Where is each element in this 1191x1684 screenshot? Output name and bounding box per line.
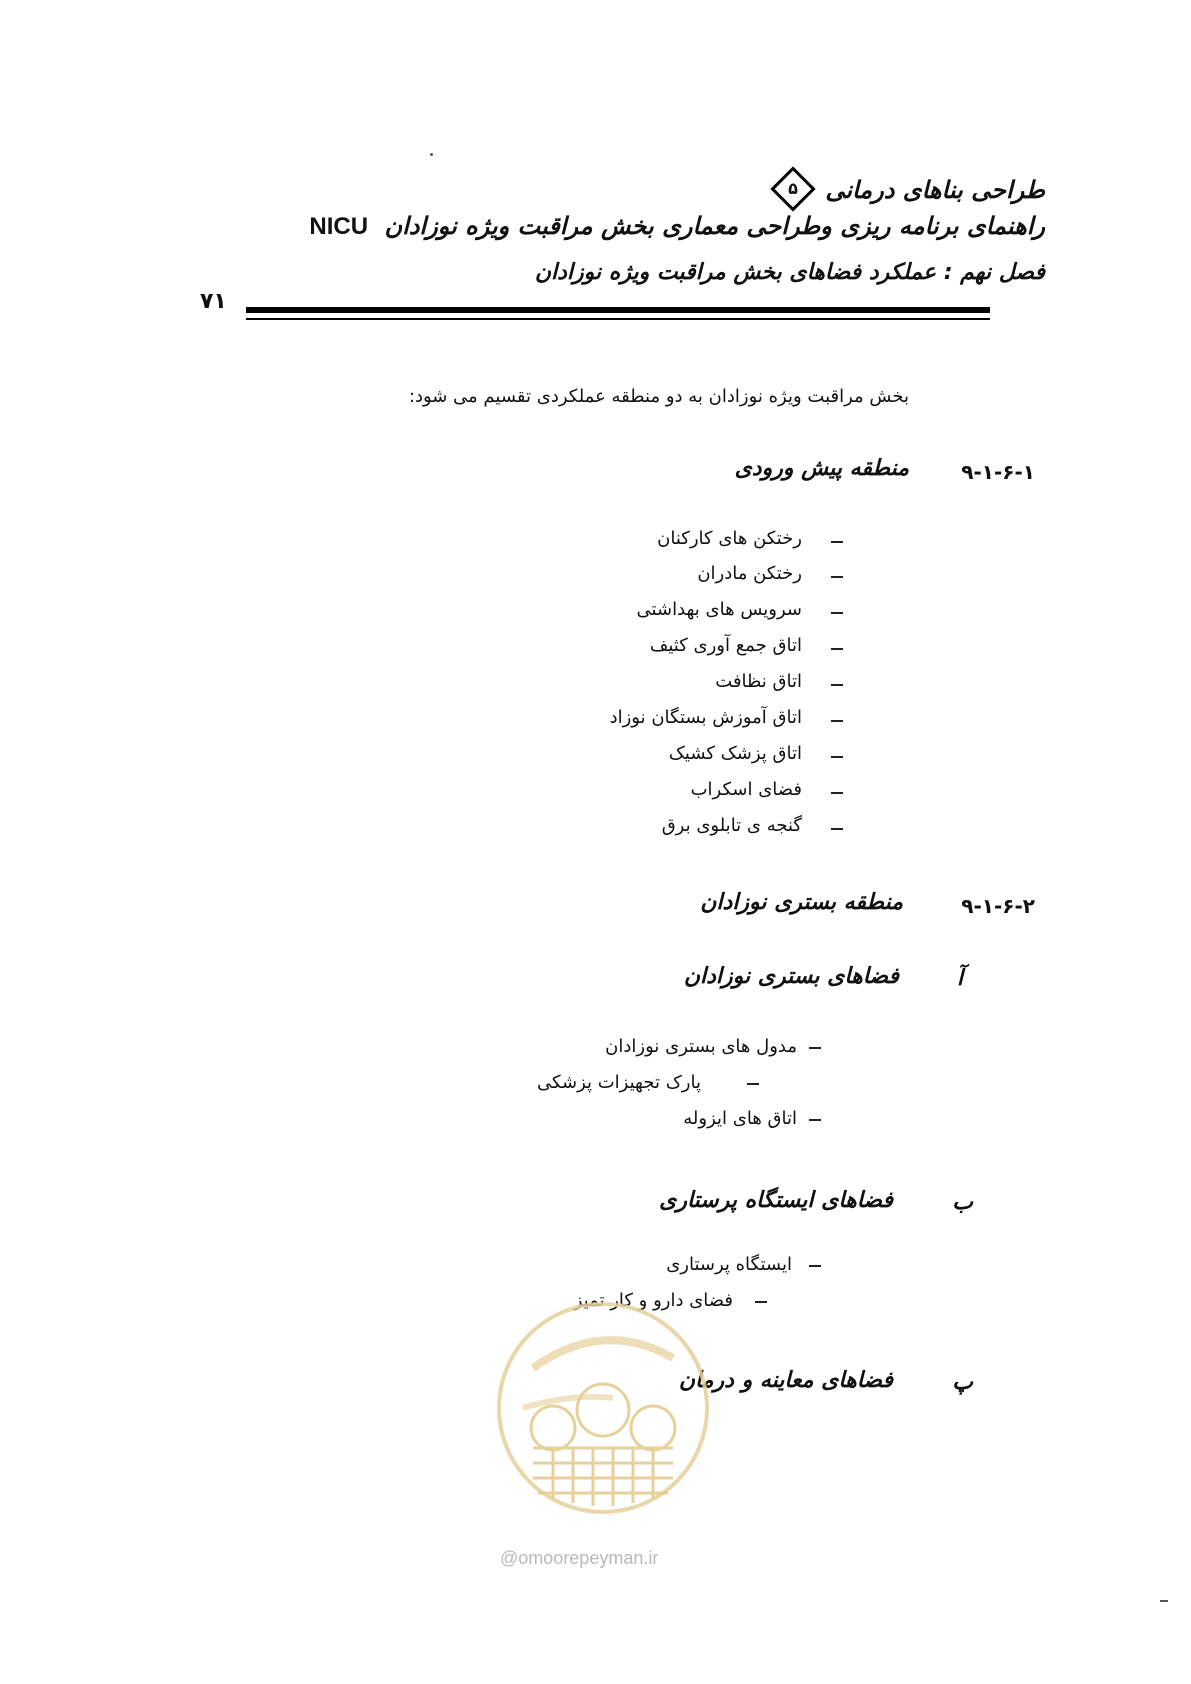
- subsection-a-title: فضاهای بستری نوزادان: [683, 964, 899, 989]
- intro-paragraph: بخش مراقبت ویژه نوزادان به دو منطقه عملکردی تقسیم می شود:: [408, 386, 909, 407]
- dash-icon: [809, 1047, 821, 1049]
- dash-icon: [831, 792, 843, 794]
- dash-icon: [831, 720, 843, 722]
- section2-title: منطقه بستری نوزادان: [700, 890, 903, 915]
- subtitle-code: NICU: [309, 213, 369, 240]
- list-item: اتاق آموزش بستگان نوزاد: [609, 707, 802, 728]
- dash-icon: [831, 612, 843, 614]
- dash-icon: [831, 756, 843, 758]
- list-item: اتاق پزشک کشیک: [668, 743, 802, 764]
- list-item: اتاق های ایزوله: [683, 1108, 797, 1129]
- subsection-c-title: فضاهای معاینه و درمان: [678, 1368, 893, 1393]
- dash-icon: [831, 828, 843, 830]
- list-item: مدول های بستری نوزادان: [605, 1036, 797, 1057]
- series-number-diamond-icon: [770, 166, 815, 211]
- dash-icon: [809, 1265, 821, 1267]
- list-item: اتاق جمع آوری کثیف: [649, 635, 802, 656]
- list-item: سرویس های بهداشتی: [636, 599, 802, 620]
- scan-speck: [1160, 1600, 1168, 1602]
- section1-number: ۹-۱-۶-۱: [961, 460, 1035, 484]
- page-number: ۷۱: [200, 289, 227, 314]
- series-number: ۵: [788, 179, 798, 198]
- subsection-a-letter: آ: [956, 966, 963, 991]
- dash-icon: [809, 1119, 821, 1121]
- subsection-b-letter: ب: [952, 1190, 973, 1215]
- subtitle-text: راهنمای برنامه ریزی وطراحی معماری بخش مراقبت ویژه نوزادان: [384, 212, 1045, 240]
- header-rule-thick: [246, 307, 990, 313]
- section1-title: منطقه پیش ورودی: [734, 456, 909, 481]
- dash-icon: [747, 1083, 759, 1085]
- list-item: گنجه ی تابلوی برق: [661, 815, 802, 836]
- dash-icon: [831, 541, 843, 543]
- list-item: رختکن مادران: [697, 563, 802, 584]
- subsection-c-letter: پ: [952, 1370, 973, 1395]
- section2-number: ۹-۱-۶-۲: [961, 894, 1035, 918]
- list-item: ایستگاه پرستاری: [666, 1254, 792, 1275]
- subsection-b-title: فضاهای ایستگاه پرستاری: [659, 1188, 893, 1213]
- watermark-url: @omoorepeyman.ir: [500, 1548, 659, 1568]
- header-rule-thin: [246, 318, 990, 320]
- scan-speck: [430, 153, 433, 156]
- list-item: اتاق نظافت: [715, 671, 802, 692]
- book-title: طراحی بناهای درمانی ۵: [777, 175, 1045, 207]
- dash-icon: [755, 1301, 767, 1303]
- chapter-title: فصل نهم : عملکرد فضاهای بخش مراقبت ویژه نوزادان: [534, 260, 1045, 285]
- dash-icon: [831, 684, 843, 686]
- book-subtitle: [309, 212, 1045, 241]
- dash-icon: [831, 576, 843, 578]
- dash-icon: [831, 648, 843, 650]
- list-item: پارک تجهیزات پزشکی: [537, 1072, 701, 1093]
- list-item: فضای اسکراب: [690, 779, 802, 800]
- watermark-logo-icon: [493, 1298, 713, 1518]
- list-item: فضای دارو و کار تمیز: [573, 1290, 733, 1311]
- list-item: رختکن های کارکنان: [657, 528, 802, 549]
